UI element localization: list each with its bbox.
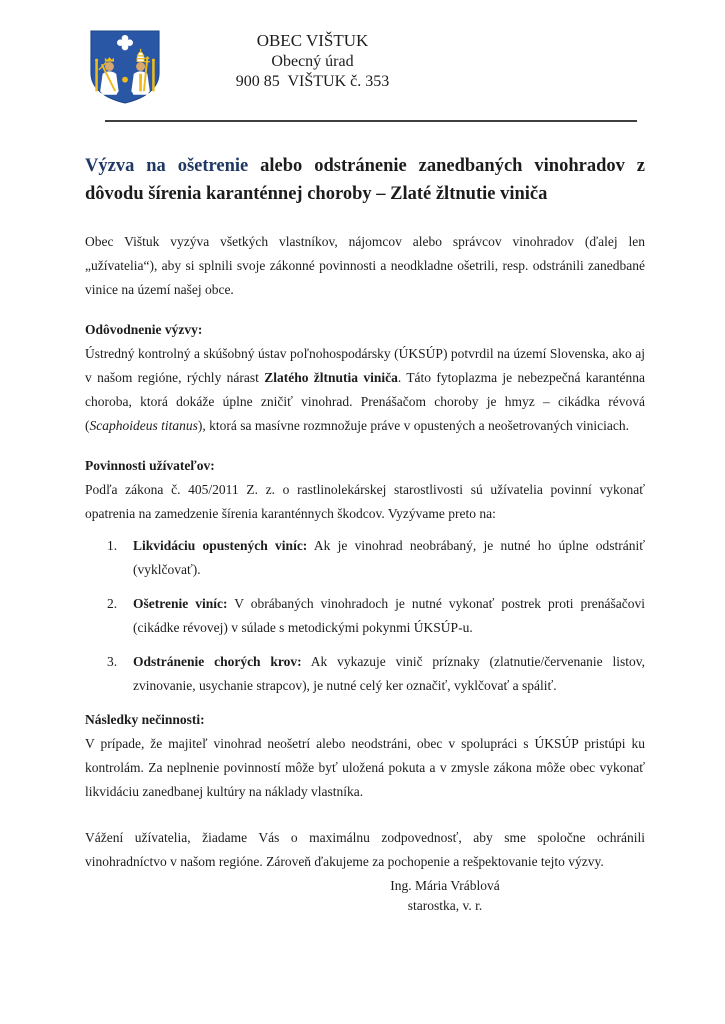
duty-list — [85, 534, 645, 698]
list-item-text: Odstránenie chorých krov: Ak vykazuje vinič príznaky (zlatnutie/červenanie listov, zvinovanie, usychanie strapcov), je nutné celý ker označiť, vyklčovať a spáliť. — [133, 654, 646, 693]
duties-heading: Povinnosti užívateľov: — [85, 458, 215, 473]
list-item — [85, 592, 645, 640]
header-divider — [105, 120, 637, 122]
closing-paragraph: Vážení užívatelia, žiadame Vás o maximálnu zodpovednosť, aby sme spoločne ochránili vinohradníctvo v našom regióne. Zároveň ďakujeme za pochopenie a rešpektovanie tejto výzvy. — [85, 830, 645, 869]
municipal-coat-of-arms-icon — [88, 28, 162, 106]
document-title — [85, 152, 645, 208]
list-item-number: 2. — [107, 596, 118, 611]
letterhead — [0, 0, 725, 92]
consequences-heading: Následky nečinnosti: — [85, 712, 205, 727]
list-item — [85, 650, 645, 698]
list-item-lead: Ošetrenie viníc: — [133, 596, 228, 611]
coat-of-arms-svg — [88, 28, 162, 106]
signatory-name: Ing. Mária Vráblová — [390, 878, 500, 893]
list-item-text: Ošetrenie viníc: V obrábaných vinohradoch je nutné vykonať postrek proti prenášačovi (cikádke révovej) v súlade s metodickými pokynmi ÚKSÚP-u. — [133, 596, 645, 635]
orb-icon — [122, 77, 128, 83]
justification-heading: Odôvodnenie výzvy: — [85, 322, 203, 337]
consequences-paragraph: V prípade, že majiteľ vinohrad neošetrí alebo neodstráni, obec v spolupráci s ÚKSÚP pristúpi ku kontrolám. Za neplnenie povinností môže byť uložená pokuta a v zmysle zákona môže obec vykonať likvidáciu zanedbanej kultúry na náklady vlastníka. — [85, 736, 645, 799]
title-highlight: Výzva na ošetrenie — [85, 156, 249, 176]
org-name: OBEC VIŠTUK — [256, 31, 369, 50]
justification-paragraph: Ústredný kontrolný a skúšobný ústav poľnohospodársky (ÚKSÚP) potvrdil na území Slovenska, ako aj v našom regióne, rýchly nárast Zlatého žltnutia viniča. Táto fytoplazma je nebezpečná karanténna choroba, ktorá dokáže úplne zničiť vinohrad. Prenášačom choroby je hmyz – cikádka révová (Scaphoideus titanus), ktorá sa masívne rozmnožuje práve v opustených a neošetrovaných viniciach. — [85, 346, 645, 433]
signature-block — [295, 876, 595, 916]
list-item-lead: Odstránenie chorých krov: — [133, 654, 302, 669]
list-item-text: Likvidáciu opustených viníc: Ak je vinohrad neobrábaný, je nutné ho úplne odstrániť (vyklčovať). — [133, 538, 645, 577]
office-name: Obecný úrad — [271, 53, 354, 70]
intro-paragraph: Obec Vištuk vyzýva všetkých vlastníkov, nájomcov alebo správcov vinohradov (ďalej len „užívatelia“), aby si splnili svoje zákonné povinnosti a neodkladne ošetrili, resp. odstránili zanedbané vinice na území našej obce. — [85, 234, 645, 297]
list-item-number: 1. — [107, 538, 118, 553]
list-item-number: 3. — [107, 654, 118, 669]
title-rest: alebo odstránenie zanedbaných vinohradov z dôvodu šírenia karanténnej choroby – Zlaté žltnutie viniča — [85, 156, 645, 204]
signatory-role: starostka, v. r. — [407, 898, 483, 913]
duties-intro-paragraph: Podľa zákona č. 405/2011 Z. z. o rastlinolekárskej starostlivosti sú užívatelia povinní vykonať opatrenia na zamedzenie šírenia karanténnych škodcov. Vyzývame preto na: — [85, 482, 645, 521]
list-item — [85, 534, 645, 582]
list-item-lead: Likvidáciu opustených viníc: — [133, 538, 308, 553]
right-throne-post — [152, 59, 155, 92]
address-line: 900 85 VIŠTUK č. 353 — [235, 73, 390, 90]
left-throne-post — [95, 59, 98, 92]
